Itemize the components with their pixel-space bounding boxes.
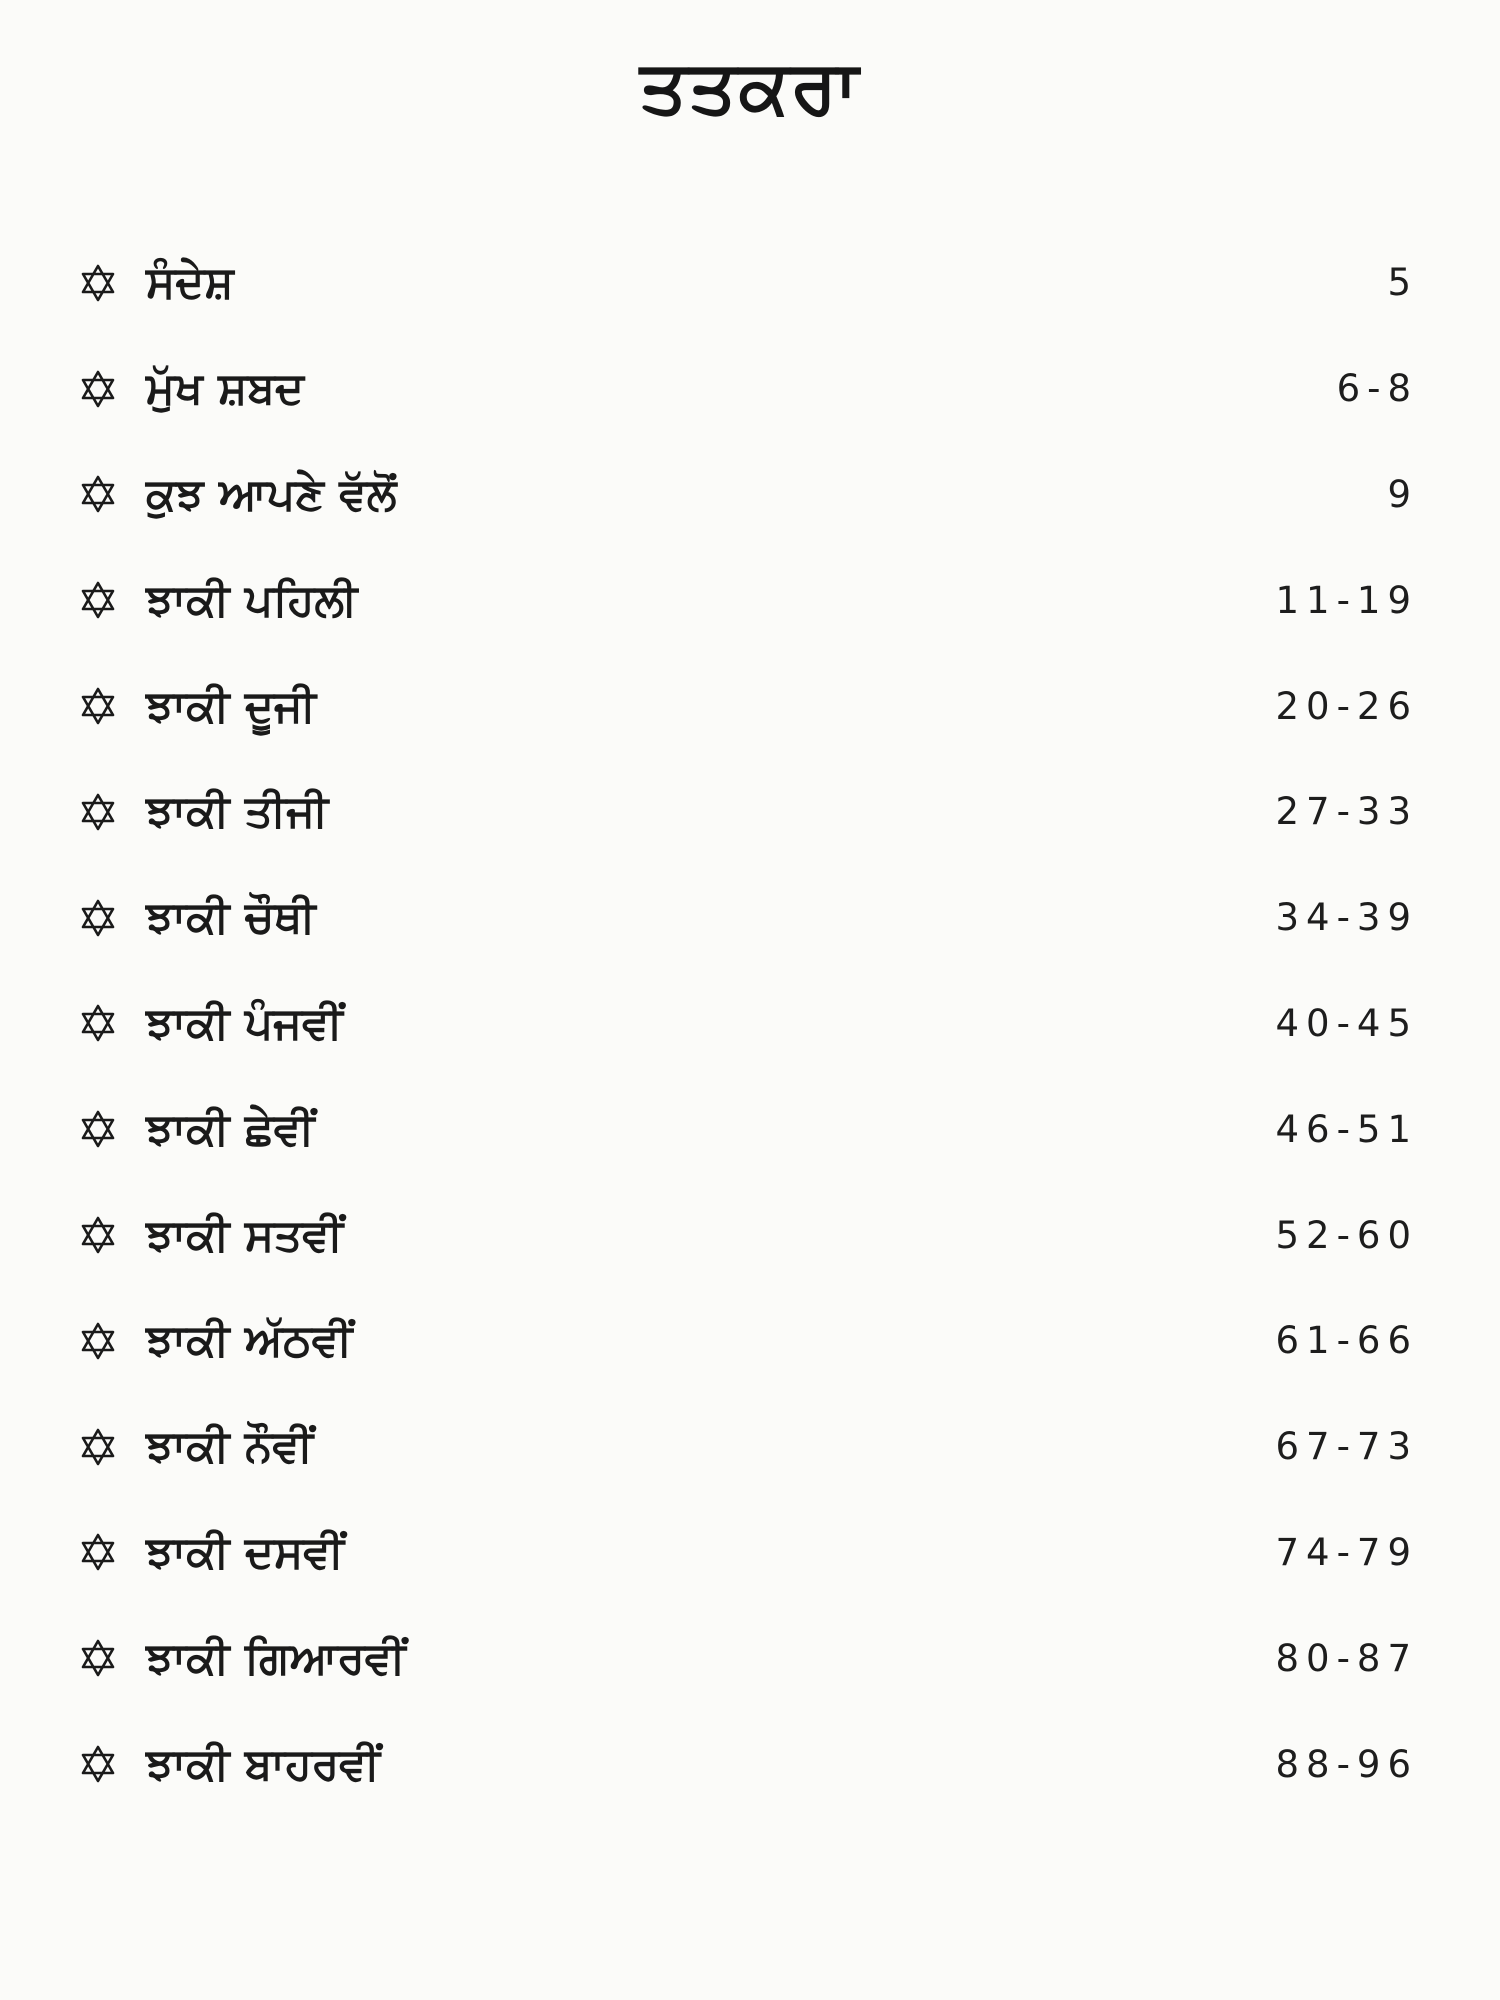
toc-entry-title: ਝਾਕੀ ਨੌਵੀਂ	[146, 1421, 314, 1473]
toc-entry-pages: 9	[1387, 472, 1418, 516]
star-icon	[78, 792, 118, 832]
toc-list	[78, 230, 1418, 1817]
toc-entry-title: ਝਾਕੀ ਪੰਜਵੀਂ	[146, 997, 343, 1049]
toc-entry-pages: 40-45	[1275, 1001, 1418, 1045]
toc-entry-title: ਝਾਕੀ ਤੀਜੀ	[146, 786, 329, 838]
toc-entry-pages: 34-39	[1275, 896, 1418, 940]
toc-entry	[78, 1500, 1418, 1606]
toc-entry-title: ਝਾਕੀ ਸਤਵੀਂ	[146, 1209, 344, 1261]
toc-entry	[78, 1711, 1418, 1817]
toc-entry-pages: 80-87	[1275, 1636, 1418, 1680]
star-icon	[78, 1744, 118, 1784]
toc-entry-pages: 74-79	[1275, 1530, 1418, 1574]
star-icon	[78, 1638, 118, 1678]
toc-entry-title: ਝਾਕੀ ਦਸਵੀਂ	[146, 1526, 345, 1578]
toc-entry	[78, 1605, 1418, 1711]
star-icon	[78, 1427, 118, 1467]
toc-entry-title: ਝਾਕੀ ਦੂਜੀ	[146, 680, 316, 732]
star-icon	[78, 686, 118, 726]
star-icon	[78, 1321, 118, 1361]
toc-entry-title: ਝਾਕੀ ਛੇਵੀਂ	[146, 1103, 315, 1155]
toc-entry-pages: 20-26	[1275, 684, 1418, 728]
toc-entry-pages: 27-33	[1275, 790, 1418, 834]
toc-entry	[78, 1394, 1418, 1500]
toc-entry-title: ਕੁਝ ਆਪਣੇ ਵੱਲੋਂ	[146, 468, 397, 520]
star-icon	[78, 1215, 118, 1255]
star-icon	[78, 369, 118, 409]
toc-entry	[78, 653, 1418, 759]
toc-entry	[78, 230, 1418, 336]
page-title: ਤਤਕਰਾ	[639, 44, 861, 130]
toc-entry-title: ਝਾਕੀ ਪਹਿਲੀ	[146, 574, 358, 626]
toc-entry	[78, 547, 1418, 653]
star-icon	[78, 580, 118, 620]
toc-entry-pages: 46-51	[1275, 1107, 1418, 1151]
toc-entry	[78, 1076, 1418, 1182]
toc-entry-title: ਝਾਕੀ ਬਾਹਰਵੀਂ	[146, 1738, 380, 1790]
toc-entry	[78, 971, 1418, 1077]
toc-entry-pages: 88-96	[1275, 1742, 1418, 1786]
toc-entry-title: ਝਾਕੀ ਅੱਠਵੀਂ	[146, 1315, 353, 1367]
toc-entry-title: ਝਾਕੀ ਗਿਆਰਵੀਂ	[146, 1632, 406, 1684]
toc-entry-pages: 67-73	[1275, 1425, 1418, 1469]
star-icon	[78, 1532, 118, 1572]
toc-entry-title: ਸੰਦੇਸ਼	[146, 257, 234, 309]
toc-entry-pages: 61-66	[1275, 1319, 1418, 1363]
star-icon	[78, 1003, 118, 1043]
toc-entry	[78, 336, 1418, 442]
star-icon	[78, 898, 118, 938]
toc-entry	[78, 1182, 1418, 1288]
toc-entry-title: ਮੁੱਖ ਸ਼ਬਦ	[146, 363, 305, 415]
toc-entry-title: ਝਾਕੀ ਚੌਥੀ	[146, 892, 316, 944]
toc-entry	[78, 442, 1418, 548]
star-icon	[78, 1109, 118, 1149]
star-icon	[78, 263, 118, 303]
toc-entry-pages: 5	[1387, 261, 1418, 305]
star-icon	[78, 474, 118, 514]
toc-entry	[78, 865, 1418, 971]
toc-entry-pages: 6-8	[1336, 367, 1418, 411]
toc-entry-pages: 52-60	[1275, 1213, 1418, 1257]
toc-entry-pages: 11-19	[1275, 578, 1418, 622]
toc-entry	[78, 1288, 1418, 1394]
toc-entry	[78, 759, 1418, 865]
